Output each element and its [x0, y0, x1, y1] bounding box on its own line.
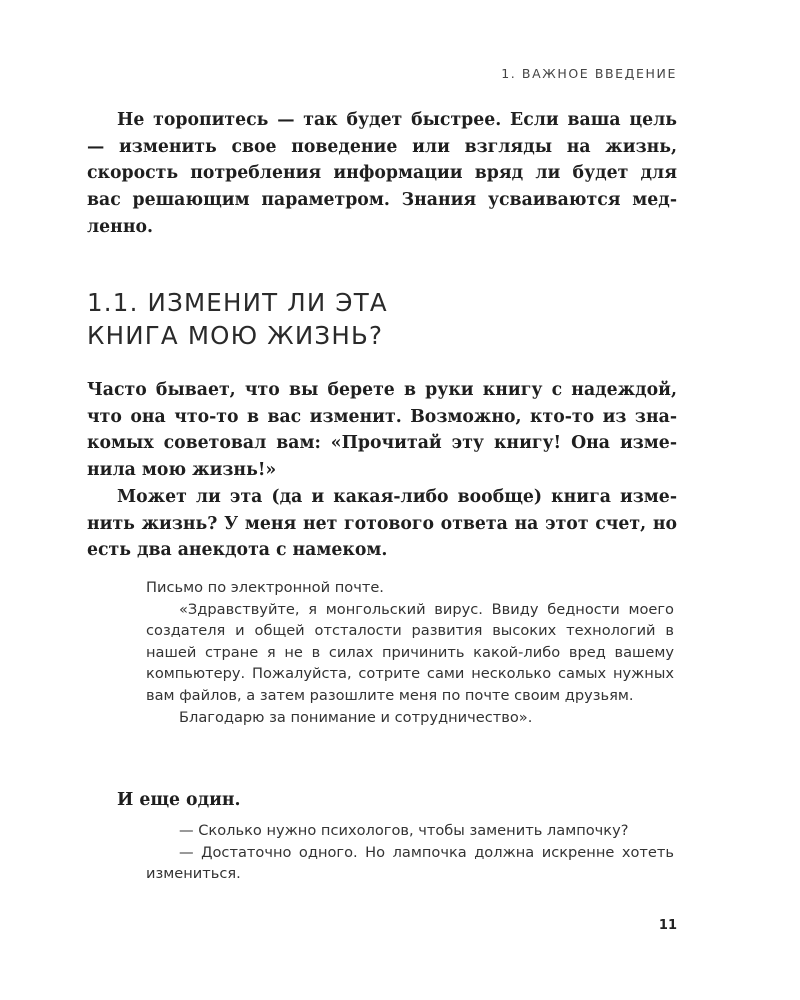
anecdote-email-body: «Здравствуйте, я монгольский вирус. Ввиду бедности моего создателя и общей отсталости развития высоких технологий в нашей стране я не в силах причинить какой-либо вред вашему компьютеру. Пожалуйста, сотрите сами несколько самых нужных вам файлов, а затем разошлите меня по почте своим друзьям. — [146, 600, 674, 704]
anecdote-email-lead: Письмо по электронной почте. — [146, 579, 384, 596]
page-number: 11 — [658, 918, 677, 933]
anecdote-lightbulb — [146, 820, 674, 885]
section-paragraph-2: Может ли эта (да и какая-либо вообще) книга изменить жизнь? У меня нет готового ответа на этот счет, но есть два анекдота с намеком. — [87, 486, 677, 561]
anecdote-email — [146, 577, 674, 728]
section-paragraph-1: Часто бывает, что вы берете в руки книгу с надеждой, что она что-то в вас изменит. Возможно, кто-то из знакомых советовал вам: «Прочитай эту книгу! Она изменила мою жизнь!» — [87, 380, 677, 481]
anecdote-lightbulb-answer: — Достаточно одного. Но лампочка должна искренне хотеть измениться. — [146, 843, 674, 883]
bridge-text: И еще один. — [117, 790, 241, 810]
intro-block — [87, 107, 677, 241]
anecdote-lightbulb-question: — Сколько нужно психологов, чтобы заменить лампочку? — [179, 822, 629, 839]
section-heading-line-1: 1.1. ИЗМЕНИТ ЛИ ЭТА — [87, 288, 388, 317]
section-heading-line-2: КНИГА МОЮ ЖИЗНЬ? — [87, 321, 384, 350]
intro-paragraph: Не торопитесь — так будет быстрее. Если ваша цель — изменить свое поведение или взгляды на жизнь, скорость потребления информации вряд ли будет для вас решающим параметром. Знания усваиваются медленно. — [87, 110, 677, 237]
section-heading — [87, 286, 677, 352]
section-body — [87, 377, 677, 564]
anecdote-email-signoff: Благодарю за понимание и сотрудничество». — [179, 708, 533, 726]
bridge-block — [87, 787, 677, 814]
running-header: 1. ВАЖНОЕ ВВЕДЕНИЕ — [501, 66, 677, 81]
